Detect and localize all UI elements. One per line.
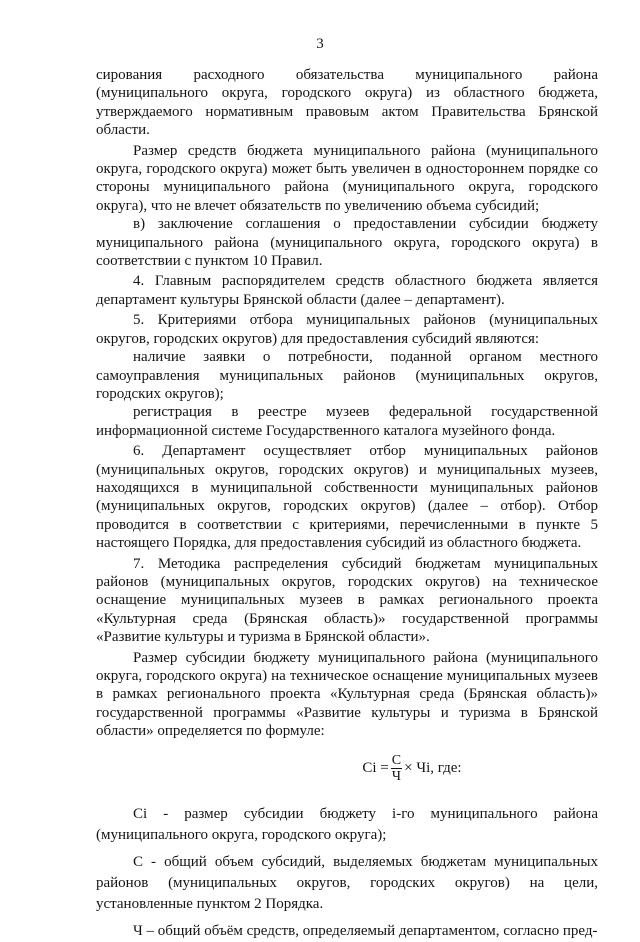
- formula-fraction: [391, 753, 402, 784]
- definition: Ч – общий объём средств, определяемый департаментом, согласно пред-: [133, 922, 598, 939]
- formula-rhs: × Чi, где:: [404, 759, 462, 776]
- paragraph: 4. Главным распорядителем средств областного бюджета является департамент культуры Брянской области (далее – департамент).: [96, 273, 598, 308]
- paragraph: Размер субсидии бюджету муниципального района (муниципального округа, городского округа) на техническое оснащение муниципальных музеев в рамках регионального проекта «Культурная среда (Брянская область)» государственной программы «Развитие культуры и туризма в Брянской области» определяется по формуле:: [96, 649, 598, 740]
- definition: Ci - размер субсидии бюджету i-го муниципального района (муниципального округа, городского округа);: [96, 805, 598, 843]
- formula-lhs: Ci =: [362, 759, 389, 776]
- paragraph: наличие заявки о потребности, поданной органом местного самоуправления муниципальных районов (муниципальных округов, городских округов);: [96, 349, 598, 402]
- paragraph: 7. Методика распределения субсидий бюджетам муниципальных районов (муниципальных округов, городских округов) на техническое оснащение муниципальных музеев в рамках регионального проекта «Культурная среда (Брянская область)» государственной программы «Развитие культуры и туризма в Брянской области».: [96, 555, 598, 646]
- formula: [226, 753, 598, 784]
- paragraph: регистрация в реестре музеев федеральной государственной информационной системе Государственного каталога музейного фонда.: [96, 404, 598, 439]
- formula-denominator: Ч: [391, 768, 401, 784]
- paragraph: 6. Департамент осуществляет отбор муниципальных районов (муниципальных округов, городских округов) и муниципальных музеев, находящихся в муниципальной собственности муниципальных районов (муниципальных округов, городских округов) (далее – отбор). Отбор проводится в соответствии с критериями, перечисленными в пункте 5 настоящего Порядка, для предоставления субсидий из областного бюджета.: [96, 443, 598, 552]
- document-body: [96, 66, 598, 942]
- paragraph: в) заключение соглашения о предоставлении субсидии бюджету муниципального района (муниципального округа, городского округа) в соответствии с пунктом 10 Правил.: [96, 216, 598, 270]
- paragraph: Размер средств бюджета муниципального района (муниципального округа, городского округа) может быть увеличен в одностороннем порядке со стороны муниципального района (муниципального округа, городского округа), что не влечет обязательств по увеличению объема субсидий;: [96, 142, 598, 214]
- paragraph: сирования расходного обязательства муниципального района (муниципального округа, городского округа) из областного бюджета, утверждаемого нормативным правовым актом Правительства Брянской области.: [96, 67, 598, 139]
- paragraph: 5. Критериями отбора муниципальных районов (муниципальных округов, городских округов) для предоставления субсидий являются:: [96, 312, 598, 347]
- definition: С - общий объем субсидий, выделяемых бюджетам муниципальных районов (муниципальных округов, городских округов) на цели, установленные пунктом 2 Порядка.: [96, 853, 598, 912]
- formula-numerator: С: [391, 752, 402, 768]
- page-number: 3: [316, 36, 324, 52]
